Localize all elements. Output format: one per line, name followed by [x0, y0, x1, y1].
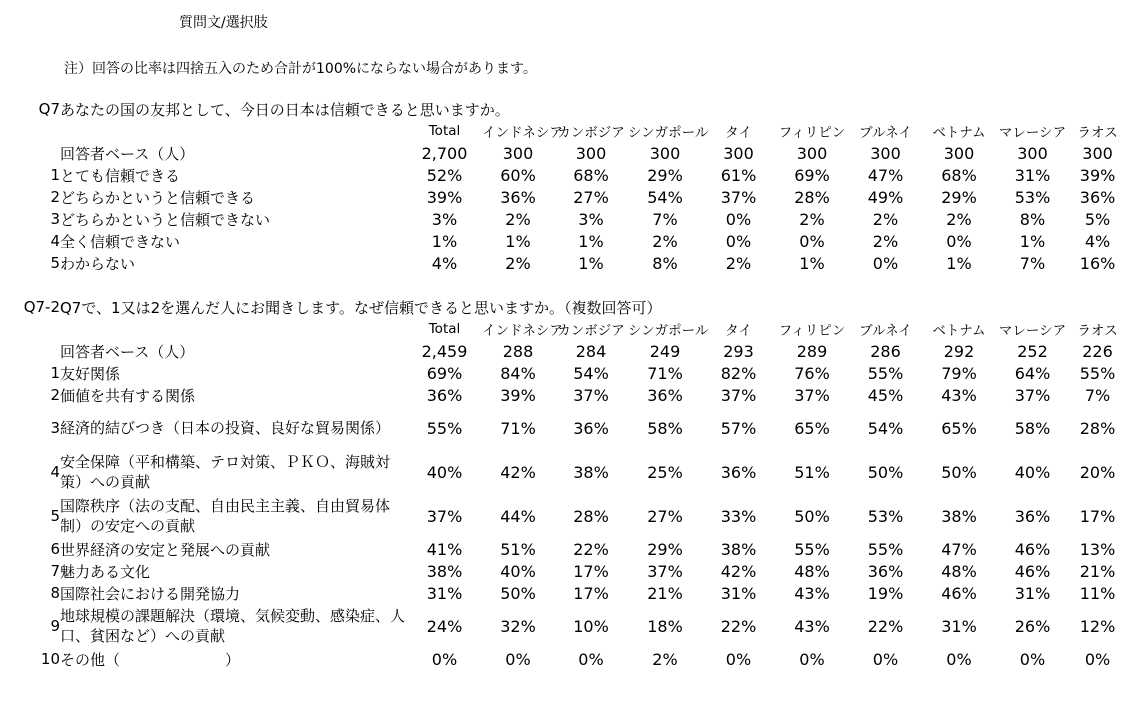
- option-number: 7: [50, 562, 60, 580]
- value-cell: 2%: [652, 231, 678, 251]
- base-cell: 286: [870, 341, 901, 361]
- value-cell: 0%: [1019, 649, 1046, 669]
- base-cell: 300: [943, 143, 975, 163]
- option-label: 安全保障（平和構築、テロ対策、ＰＫＯ、海賊対策）への貢献: [60, 453, 391, 491]
- value-cell: 11%: [1079, 583, 1116, 603]
- value-cell: 53%: [867, 506, 904, 526]
- value-cell: 71%: [647, 363, 683, 383]
- value-cell: 49%: [867, 187, 904, 207]
- value-cell: 0%: [431, 649, 458, 669]
- value-cell: 7%: [1084, 385, 1111, 405]
- value-cell: 82%: [720, 363, 757, 383]
- value-cell: 27%: [573, 187, 609, 207]
- column-header: ベトナム: [932, 125, 986, 141]
- base-row: [10, 142, 1126, 164]
- value-cell: 31%: [720, 583, 757, 603]
- value-cell: 47%: [867, 165, 904, 185]
- column-header: タイ: [725, 323, 752, 339]
- value-cell: 64%: [1014, 363, 1051, 383]
- value-cell: 48%: [941, 561, 977, 581]
- value-cell: 43%: [941, 385, 977, 405]
- value-cell: 40%: [426, 462, 463, 482]
- value-cell: 37%: [720, 385, 757, 405]
- option-row: [10, 450, 1126, 494]
- value-cell: 31%: [941, 616, 977, 636]
- base-cell: 2,700: [421, 143, 468, 163]
- value-cell: 2%: [652, 649, 678, 669]
- value-cell: 43%: [794, 616, 830, 636]
- option-label: どちらかというと信頼できる: [60, 188, 256, 207]
- option-row: [10, 648, 1126, 670]
- value-cell: 5%: [1084, 209, 1111, 229]
- column-header: フィリピン: [778, 125, 846, 141]
- value-cell: 29%: [647, 539, 683, 559]
- value-cell: 0%: [1084, 649, 1111, 669]
- option-label: とても信頼できる: [60, 166, 181, 185]
- column-header: カンボジア: [557, 323, 625, 339]
- value-cell: 47%: [941, 539, 977, 559]
- column-header: タイ: [725, 125, 752, 141]
- column-header: インドネシア: [482, 125, 563, 141]
- value-cell: 37%: [794, 385, 830, 405]
- column-header: Total: [428, 123, 461, 139]
- option-number: 9: [50, 617, 60, 635]
- value-cell: 42%: [720, 561, 757, 581]
- value-cell: 42%: [500, 462, 536, 482]
- value-cell: 38%: [426, 561, 463, 581]
- value-cell: 1%: [431, 231, 458, 251]
- value-cell: 37%: [573, 385, 609, 405]
- value-cell: 36%: [426, 385, 463, 405]
- base-cell: 300: [1082, 143, 1113, 163]
- value-cell: 10%: [573, 616, 609, 636]
- option-number: 2: [50, 386, 60, 404]
- base-cell: 300: [870, 143, 901, 163]
- option-row: [10, 252, 1126, 274]
- value-cell: 1%: [946, 253, 972, 273]
- value-cell: 12%: [1079, 616, 1116, 636]
- value-cell: 0%: [505, 649, 531, 669]
- base-label: 回答者ベース（人）: [60, 144, 195, 163]
- value-cell: 0%: [799, 231, 825, 251]
- value-cell: 31%: [426, 583, 463, 603]
- option-number: 5: [50, 254, 60, 272]
- value-cell: 38%: [573, 462, 609, 482]
- value-cell: 3%: [431, 209, 458, 229]
- base-cell: 284: [575, 341, 607, 361]
- base-cell: 288: [502, 341, 534, 361]
- value-cell: 60%: [500, 165, 536, 185]
- option-row: [10, 494, 1126, 538]
- value-cell: 0%: [725, 209, 752, 229]
- value-cell: 54%: [647, 187, 683, 207]
- column-header-row: [10, 120, 1126, 142]
- value-cell: 37%: [647, 561, 683, 581]
- value-cell: 58%: [647, 418, 683, 438]
- value-cell: 24%: [426, 616, 463, 636]
- option-row: [10, 384, 1126, 406]
- value-cell: 0%: [872, 649, 899, 669]
- value-cell: 2%: [946, 209, 972, 229]
- option-number: 1: [50, 166, 60, 184]
- value-cell: 2%: [505, 253, 531, 273]
- value-cell: 8%: [652, 253, 678, 273]
- value-cell: 7%: [652, 209, 678, 229]
- option-label: 地球規模の課題解決（環境、気候変動、感染症、人口、貧困など）への貢献: [60, 607, 406, 645]
- value-cell: 50%: [500, 583, 536, 603]
- q7-table: [10, 98, 1126, 274]
- value-cell: 46%: [1014, 561, 1051, 581]
- value-cell: 22%: [720, 616, 757, 636]
- value-cell: 17%: [1079, 506, 1116, 526]
- column-header: ラオス: [1077, 125, 1118, 141]
- value-cell: 1%: [578, 253, 604, 273]
- column-header: シンガポール: [628, 323, 709, 339]
- column-header: ベトナム: [932, 323, 986, 339]
- option-label: わからない: [60, 254, 136, 273]
- value-cell: 0%: [946, 231, 972, 251]
- option-row: [10, 604, 1126, 648]
- column-header: Total: [428, 321, 461, 337]
- option-number: 3: [50, 419, 60, 437]
- value-cell: 0%: [578, 649, 604, 669]
- question-text: あなたの国の友邦として、今日の日本は信頼できると思いますか。: [60, 100, 510, 119]
- value-cell: 58%: [1014, 418, 1051, 438]
- value-cell: 46%: [941, 583, 977, 603]
- value-cell: 69%: [794, 165, 830, 185]
- value-cell: 28%: [1079, 418, 1116, 438]
- value-cell: 79%: [941, 363, 977, 383]
- option-label: 価値を共有する関係: [60, 386, 196, 405]
- option-row: [10, 230, 1126, 252]
- value-cell: 68%: [941, 165, 977, 185]
- value-cell: 36%: [647, 385, 683, 405]
- value-cell: 50%: [941, 462, 977, 482]
- value-cell: 48%: [794, 561, 830, 581]
- option-label: 国際秩序（法の支配、自由民主主義、自由貿易体制）の安定への貢献: [60, 497, 391, 535]
- option-number: 8: [50, 584, 60, 602]
- value-cell: 21%: [1079, 561, 1116, 581]
- option-number: 4: [50, 463, 60, 481]
- value-cell: 50%: [867, 462, 904, 482]
- value-cell: 0%: [725, 649, 752, 669]
- column-header: カンボジア: [557, 125, 625, 141]
- value-cell: 2%: [505, 209, 531, 229]
- value-cell: 0%: [799, 649, 825, 669]
- value-cell: 37%: [720, 187, 757, 207]
- value-cell: 57%: [720, 418, 757, 438]
- value-cell: 1%: [1019, 231, 1046, 251]
- value-cell: 31%: [1014, 583, 1051, 603]
- value-cell: 0%: [872, 253, 899, 273]
- value-cell: 21%: [647, 583, 683, 603]
- column-header: ブルネイ: [859, 125, 912, 141]
- base-label: 回答者ベース（人）: [60, 342, 195, 361]
- value-cell: 36%: [573, 418, 609, 438]
- value-cell: 61%: [720, 165, 757, 185]
- base-cell: 300: [723, 143, 754, 163]
- q7-2-table: [10, 296, 1126, 670]
- value-cell: 36%: [500, 187, 536, 207]
- value-cell: 51%: [500, 539, 536, 559]
- option-number: 2: [50, 188, 60, 206]
- value-cell: 38%: [941, 506, 977, 526]
- base-cell: 293: [723, 341, 754, 361]
- option-row: [10, 406, 1126, 450]
- value-cell: 53%: [1014, 187, 1051, 207]
- value-cell: 37%: [426, 506, 463, 526]
- value-cell: 65%: [941, 418, 977, 438]
- option-label: どちらかというと信頼できない: [60, 210, 271, 229]
- value-cell: 29%: [647, 165, 683, 185]
- option-label: 国際社会における開発協力: [60, 584, 241, 603]
- column-header: ブルネイ: [859, 323, 912, 339]
- base-cell: 300: [1017, 143, 1048, 163]
- base-cell: 300: [649, 143, 681, 163]
- value-cell: 28%: [794, 187, 830, 207]
- value-cell: 28%: [573, 506, 609, 526]
- value-cell: 54%: [867, 418, 904, 438]
- header-title: 質問文/選択肢: [179, 15, 268, 31]
- value-cell: 51%: [794, 462, 830, 482]
- base-cell: 300: [575, 143, 607, 163]
- question-id: Q7: [38, 100, 60, 118]
- value-cell: 20%: [1079, 462, 1116, 482]
- value-cell: 39%: [1079, 165, 1116, 185]
- base-cell: 300: [796, 143, 828, 163]
- value-cell: 8%: [1019, 209, 1046, 229]
- value-cell: 22%: [573, 539, 609, 559]
- value-cell: 55%: [867, 539, 904, 559]
- option-label: 魅力ある文化: [60, 562, 151, 581]
- column-header: インドネシア: [482, 323, 563, 339]
- value-cell: 65%: [794, 418, 830, 438]
- base-cell: 300: [502, 143, 534, 163]
- column-header-row: [10, 318, 1126, 340]
- base-cell: 2,459: [421, 341, 468, 361]
- option-row: [10, 362, 1126, 384]
- base-cell: 289: [796, 341, 828, 361]
- value-cell: 2%: [725, 253, 752, 273]
- value-cell: 36%: [1014, 506, 1051, 526]
- column-header: フィリピン: [778, 323, 846, 339]
- value-cell: 40%: [500, 561, 536, 581]
- value-cell: 27%: [647, 506, 683, 526]
- value-cell: 36%: [1079, 187, 1116, 207]
- option-row: [10, 538, 1126, 560]
- value-cell: 54%: [573, 363, 609, 383]
- value-cell: 36%: [867, 561, 904, 581]
- value-cell: 43%: [794, 583, 830, 603]
- option-row: [10, 560, 1126, 582]
- base-cell: 252: [1017, 341, 1048, 361]
- value-cell: 2%: [872, 209, 899, 229]
- option-number: 3: [50, 210, 60, 228]
- value-cell: 25%: [647, 462, 683, 482]
- value-cell: 13%: [1079, 539, 1116, 559]
- value-cell: 68%: [573, 165, 609, 185]
- value-cell: 4%: [431, 253, 458, 273]
- option-label: その他（ ）: [60, 650, 241, 669]
- value-cell: 39%: [426, 187, 463, 207]
- value-cell: 2%: [799, 209, 825, 229]
- value-cell: 29%: [941, 187, 977, 207]
- option-label: 友好関係: [60, 364, 121, 383]
- value-cell: 40%: [1014, 462, 1051, 482]
- value-cell: 0%: [946, 649, 972, 669]
- option-number: 1: [50, 364, 60, 382]
- option-number: 4: [50, 232, 60, 250]
- value-cell: 7%: [1019, 253, 1046, 273]
- value-cell: 55%: [426, 418, 463, 438]
- base-cell: 226: [1082, 341, 1113, 361]
- value-cell: 31%: [1014, 165, 1051, 185]
- value-cell: 17%: [573, 583, 609, 603]
- value-cell: 39%: [500, 385, 536, 405]
- value-cell: 33%: [720, 506, 757, 526]
- value-cell: 52%: [426, 165, 463, 185]
- value-cell: 71%: [500, 418, 536, 438]
- base-cell: 249: [649, 341, 681, 361]
- question-text: Q7で、1又は2を選んだ人にお聞きします。なぜ信頼できると思いますか。（複数回答可）: [60, 298, 662, 317]
- value-cell: 1%: [799, 253, 825, 273]
- base-cell: 292: [943, 341, 975, 361]
- option-label: 世界経済の安定と発展への貢献: [60, 540, 271, 559]
- option-number: 6: [50, 540, 60, 558]
- value-cell: 17%: [573, 561, 609, 581]
- value-cell: 55%: [867, 363, 904, 383]
- value-cell: 76%: [794, 363, 830, 383]
- option-row: [10, 164, 1126, 186]
- option-number: 10: [40, 650, 60, 668]
- value-cell: 55%: [794, 539, 830, 559]
- question-id: Q7-2: [23, 298, 60, 316]
- option-row: [10, 582, 1126, 604]
- value-cell: 22%: [867, 616, 904, 636]
- column-header: シンガポール: [628, 125, 709, 141]
- option-label: 全く信頼できない: [60, 232, 181, 251]
- value-cell: 55%: [1079, 363, 1116, 383]
- value-cell: 26%: [1014, 616, 1051, 636]
- column-header: マレーシア: [998, 125, 1067, 141]
- column-header: ラオス: [1077, 323, 1118, 339]
- value-cell: 41%: [426, 539, 463, 559]
- rounding-note: 注）回答の比率は四捨五入のため合計が100%にならない場合があります。: [64, 61, 537, 77]
- value-cell: 19%: [867, 583, 904, 603]
- value-cell: 36%: [720, 462, 757, 482]
- value-cell: 84%: [500, 363, 536, 383]
- option-number: 5: [50, 507, 60, 525]
- value-cell: 46%: [1014, 539, 1051, 559]
- value-cell: 1%: [505, 231, 531, 251]
- base-row: [10, 340, 1126, 362]
- value-cell: 45%: [867, 385, 904, 405]
- value-cell: 44%: [500, 506, 536, 526]
- value-cell: 16%: [1079, 253, 1116, 273]
- value-cell: 2%: [872, 231, 899, 251]
- value-cell: 69%: [426, 363, 463, 383]
- value-cell: 1%: [578, 231, 604, 251]
- value-cell: 37%: [1014, 385, 1051, 405]
- column-header: マレーシア: [998, 323, 1067, 339]
- option-row: [10, 186, 1126, 208]
- option-row: [10, 208, 1126, 230]
- value-cell: 0%: [725, 231, 752, 251]
- value-cell: 4%: [1084, 231, 1111, 251]
- value-cell: 38%: [720, 539, 757, 559]
- value-cell: 50%: [794, 506, 830, 526]
- value-cell: 3%: [578, 209, 604, 229]
- value-cell: 18%: [647, 616, 683, 636]
- value-cell: 32%: [500, 616, 536, 636]
- option-label: 経済的結びつき（日本の投資、良好な貿易関係）: [60, 419, 391, 437]
